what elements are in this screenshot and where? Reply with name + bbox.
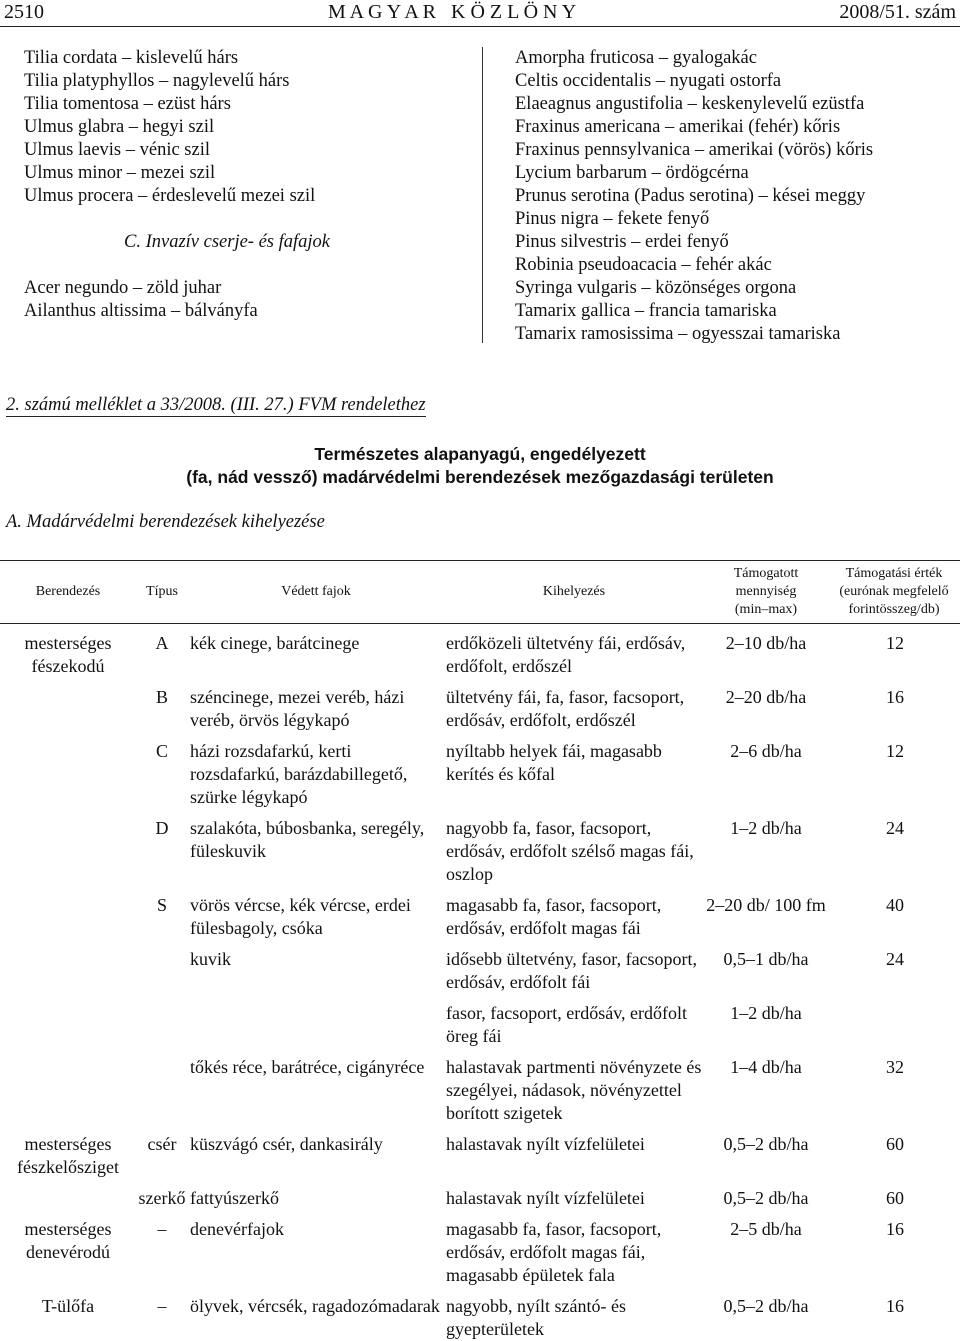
table-cell-ertek xyxy=(828,994,960,1048)
table-row xyxy=(0,994,960,1048)
table-cell-kihelyezes: ültetvény fái, fa, fasor, facsoport, erdősáv, erdőfolt, erdőszél xyxy=(444,678,704,732)
table-cell-mennyiseg: 2–20 db/ha xyxy=(704,678,828,732)
table-cell-tipus: – xyxy=(136,1210,188,1287)
table-cell-kihelyezes: fasor, facsoport, erdősáv, erdőfolt öreg fái xyxy=(444,994,704,1048)
table-cell-vedett: házi rozsdafarkú, kerti rozsdafarkú, barázdabillegető, szürke légykapó xyxy=(188,732,444,809)
list-item: Pinus nigra – fekete fenyő xyxy=(515,208,873,231)
table-cell-vedett: denevérfajok xyxy=(188,1210,444,1287)
table-cell-tipus: szerkő xyxy=(136,1179,188,1210)
list-item: Ulmus minor – mezei szil xyxy=(24,162,330,185)
table-cell-mennyiseg: 1–2 db/ha xyxy=(704,809,828,886)
table-cell-vedett: szalakóta, búbosbanka, seregély, füleskuvik xyxy=(188,809,444,886)
table-cell-tipus: C xyxy=(136,732,188,809)
list-item: Celtis occidentalis – nyugati ostorfa xyxy=(515,70,873,93)
table-cell-kihelyezes: nagyobb, nyílt szántó- és gyepterületek xyxy=(444,1287,704,1341)
table-cell-berendezes xyxy=(0,886,136,940)
table-cell-berendezes: mesterséges denevérodú xyxy=(0,1210,136,1287)
table-cell-tipus: csér xyxy=(136,1125,188,1179)
annex-title: 2. számú melléklet a 33/2008. (III. 27.) FVM rendelethez xyxy=(6,394,426,417)
list-item: Ailanthus altissima – bálványfa xyxy=(24,300,330,323)
table-row xyxy=(0,624,960,679)
table-cell-vedett xyxy=(188,994,444,1048)
table-cell-berendezes xyxy=(0,732,136,809)
table-cell-ertek: 32 xyxy=(828,1048,960,1125)
table-cell-kihelyezes: nagyobb fa, fasor, facsoport, erdősáv, erdőfolt szélső magas fái, oszlop xyxy=(444,809,704,886)
table-cell-vedett: tőkés réce, barátréce, cigányréce xyxy=(188,1048,444,1125)
table-cell-ertek: 60 xyxy=(828,1125,960,1179)
table-cell-kihelyezes: halastavak nyílt vízfelületei xyxy=(444,1125,704,1179)
table-cell-tipus xyxy=(136,994,188,1048)
table-cell-kihelyezes: nyíltabb helyek fái, magasabb kerítés és kőfal xyxy=(444,732,704,809)
table-cell-vedett: vörös vércse, kék vércse, erdei fülesbagoly, csóka xyxy=(188,886,444,940)
table-row xyxy=(0,886,960,940)
table-cell-vedett: ölyvek, vércsék, ragadozómadarak xyxy=(188,1287,444,1341)
table-cell-ertek: 24 xyxy=(828,809,960,886)
header-tipus: Típus xyxy=(136,561,188,624)
header-line: forintösszeg/db) xyxy=(830,601,958,619)
section-a-heading: A. Madárvédelmi berendezések kihelyezése xyxy=(6,512,325,533)
header-line: mennyiség xyxy=(706,583,826,601)
table-cell-berendezes: T-ülőfa xyxy=(0,1287,136,1341)
table-cell-mennyiseg: 0,5–1 db/ha xyxy=(704,940,828,994)
list-item: Elaeagnus angustifolia – keskenylevelű ezüstfa xyxy=(515,93,873,116)
table-row xyxy=(0,1179,960,1210)
main-title xyxy=(0,443,960,489)
list-item: Tilia cordata – kislevelű hárs xyxy=(24,47,330,70)
table-cell-berendezes xyxy=(0,940,136,994)
table-row xyxy=(0,1125,960,1179)
right-column xyxy=(515,47,873,346)
table-cell-vedett: kuvik xyxy=(188,940,444,994)
table-cell-mennyiseg: 2–6 db/ha xyxy=(704,732,828,809)
header-ertek xyxy=(828,561,960,624)
journal-title: M A G Y A R K Ö Z L Ö N Y xyxy=(328,1,576,24)
table-cell-mennyiseg: 0,5–2 db/ha xyxy=(704,1179,828,1210)
table-cell-ertek: 24 xyxy=(828,940,960,994)
table-cell-vedett: széncinege, mezei veréb, házi veréb, örvös légykapó xyxy=(188,678,444,732)
table-cell-kihelyezes: magasabb fa, fasor, facsoport, erdősáv, erdőfolt magas fái xyxy=(444,886,704,940)
table-row xyxy=(0,1048,960,1125)
header-line: Támogatási érték xyxy=(830,565,958,583)
header-kihelyezes: Kihelyezés xyxy=(444,561,704,624)
table-cell-mennyiseg: 1–4 db/ha xyxy=(704,1048,828,1125)
table-cell-berendezes xyxy=(0,1179,136,1210)
column-divider xyxy=(482,47,483,343)
page-number: 2510 xyxy=(4,1,44,24)
table-header-row xyxy=(0,561,960,624)
header-line: (eurónak megfelelő xyxy=(830,583,958,601)
table-row xyxy=(0,1287,960,1341)
table-cell-vedett: kék cinege, barátcinege xyxy=(188,624,444,679)
table-cell-mennyiseg: 2–10 db/ha xyxy=(704,624,828,679)
list-item: Acer negundo – zöld juhar xyxy=(24,277,330,300)
bird-protection-table xyxy=(0,560,960,1341)
table-cell-berendezes xyxy=(0,809,136,886)
list-item: Fraxinus pennsylvanica – amerikai (vörös) kőris xyxy=(515,139,873,162)
table-cell-ertek: 60 xyxy=(828,1179,960,1210)
table-cell-mennyiseg: 2–20 db/ 100 fm xyxy=(704,886,828,940)
table-cell-kihelyezes: halastavak nyílt vízfelületei xyxy=(444,1179,704,1210)
list-item: Fraxinus americana – amerikai (fehér) kőris xyxy=(515,116,873,139)
table-cell-tipus: A xyxy=(136,624,188,679)
list-item: Tamarix gallica – francia tamariska xyxy=(515,300,873,323)
header-mennyiseg xyxy=(704,561,828,624)
table-cell-kihelyezes: magasabb fa, fasor, facsoport, erdősáv, erdőfolt magas fái, magasabb épületek fala xyxy=(444,1210,704,1287)
table-cell-vedett: küszvágó csér, dankasirály xyxy=(188,1125,444,1179)
table-cell-berendezes xyxy=(0,1048,136,1125)
header-line: Támogatott xyxy=(706,565,826,583)
left-column xyxy=(24,47,330,323)
table-cell-mennyiseg: 1–2 db/ha xyxy=(704,994,828,1048)
table-cell-mennyiseg: 0,5–2 db/ha xyxy=(704,1125,828,1179)
list-item: Syringa vulgaris – közönséges orgona xyxy=(515,277,873,300)
table-cell-tipus: D xyxy=(136,809,188,886)
table-cell-berendezes: mesterséges fészkelősziget xyxy=(0,1125,136,1179)
table-body xyxy=(0,624,960,1341)
table-cell-kihelyezes: idősebb ültetvény, fasor, facsoport, erdősáv, erdőfolt fái xyxy=(444,940,704,994)
list-item: Prunus serotina (Padus serotina) – kései meggy xyxy=(515,185,873,208)
table-cell-mennyiseg: 0,5–2 db/ha xyxy=(704,1287,828,1341)
table-cell-ertek: 40 xyxy=(828,886,960,940)
table-cell-vedett: fattyúszerkő xyxy=(188,1179,444,1210)
table-cell-tipus xyxy=(136,940,188,994)
table-row xyxy=(0,809,960,886)
list-item: Robinia pseudoacacia – fehér akác xyxy=(515,254,873,277)
table-cell-ertek: 12 xyxy=(828,732,960,809)
page-header xyxy=(0,0,960,27)
table-cell-tipus: S xyxy=(136,886,188,940)
list-item: Ulmus glabra – hegyi szil xyxy=(24,116,330,139)
table-row xyxy=(0,732,960,809)
list-item: Tamarix ramosissima – ogyesszai tamariska xyxy=(515,323,873,346)
table-row xyxy=(0,678,960,732)
table-row xyxy=(0,1210,960,1287)
table-cell-berendezes: mesterséges fészekodú xyxy=(0,624,136,679)
table-cell-kihelyezes: halastavak partmenti növényzete és szegélyei, nádasok, növényzettel borított szigetek xyxy=(444,1048,704,1125)
issue-number: 2008/51. szám xyxy=(839,1,956,24)
list-item: Lycium barbarum – ördögcérna xyxy=(515,162,873,185)
table-cell-ertek: 16 xyxy=(828,678,960,732)
header-line: (min–max) xyxy=(706,601,826,619)
header-vedett-fajok: Védett fajok xyxy=(188,561,444,624)
list-item: Pinus silvestris – erdei fenyő xyxy=(515,231,873,254)
list-item: Ulmus procera – érdeslevelű mezei szil xyxy=(24,185,330,208)
table-cell-ertek: 16 xyxy=(828,1287,960,1341)
list-item: Tilia platyphyllos – nagylevelű hárs xyxy=(24,70,330,93)
list-item: Tilia tomentosa – ezüst hárs xyxy=(24,93,330,116)
table-cell-ertek: 16 xyxy=(828,1210,960,1287)
list-item: Ulmus laevis – vénic szil xyxy=(24,139,330,162)
main-title-line: Természetes alapanyagú, engedélyezett xyxy=(0,443,960,466)
main-title-line: (fa, nád vessző) madárvédelmi berendezések mezőgazdasági területen xyxy=(0,466,960,489)
table-cell-berendezes xyxy=(0,994,136,1048)
list-item: Amorpha fruticosa – gyalogakác xyxy=(515,47,873,70)
table-cell-ertek: 12 xyxy=(828,624,960,679)
table-cell-mennyiseg: 2–5 db/ha xyxy=(704,1210,828,1287)
table-cell-berendezes xyxy=(0,678,136,732)
table-cell-tipus: – xyxy=(136,1287,188,1341)
table-cell-tipus xyxy=(136,1048,188,1125)
table-cell-kihelyezes: erdőközeli ültetvény fái, erdősáv, erdőfolt, erdőszél xyxy=(444,624,704,679)
header-berendezes: Berendezés xyxy=(0,561,136,624)
table-row xyxy=(0,940,960,994)
section-heading-c: C. Invazív cserje- és fafajok xyxy=(24,231,330,254)
table-cell-tipus: B xyxy=(136,678,188,732)
